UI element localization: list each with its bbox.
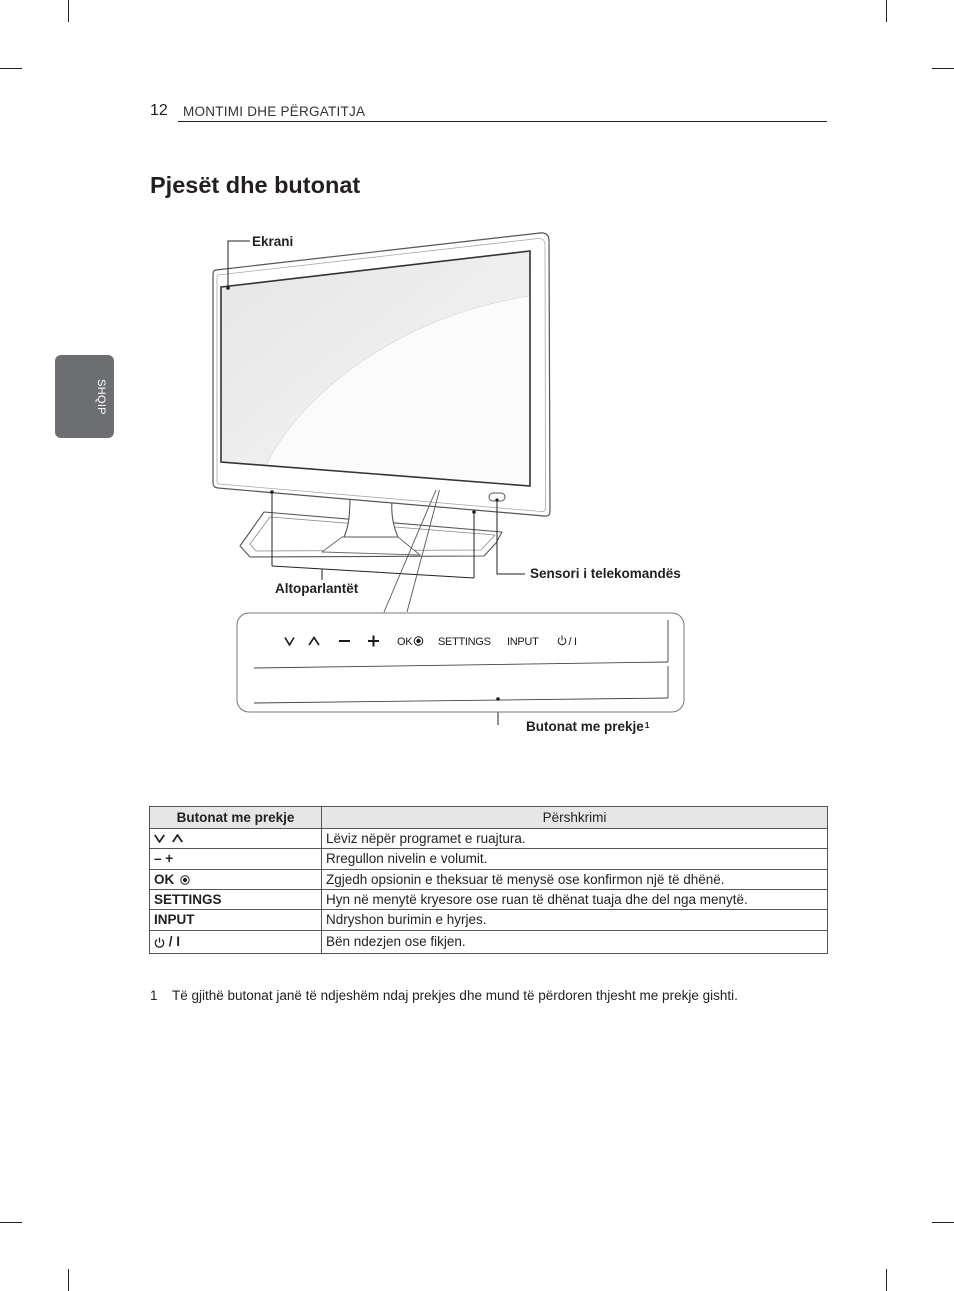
button-label: OK (154, 871, 175, 887)
remote-sensor-label: Sensori i telekomandës (530, 566, 681, 581)
panel-ok-label: OK (397, 636, 413, 648)
table-row (150, 849, 828, 870)
page-number: 12 (150, 102, 168, 119)
button-cell: SETTINGS (150, 890, 322, 910)
button-cell (150, 931, 322, 954)
crop-mark (932, 68, 954, 69)
footnote-reference: 1 (644, 720, 650, 730)
chevron-up-icon (172, 834, 183, 843)
touch-buttons-label-text: Butonat me prekje (526, 719, 644, 734)
table-row (150, 931, 828, 954)
description-cell: Rregullon nivelin e volumit. (322, 849, 828, 870)
section-title: MONTIMI DHE PËRGATITJA (183, 104, 366, 119)
touch-button-panel (237, 613, 684, 712)
crop-mark (886, 1269, 887, 1291)
crop-mark (932, 1222, 954, 1223)
panel-input-label: INPUT (507, 636, 539, 648)
column-header-button: Butonat me prekje (150, 807, 322, 829)
panel-settings-label: SETTINGS (438, 636, 491, 648)
button-cell: INPUT (150, 910, 322, 931)
language-tab-label: SHQIP (95, 378, 107, 415)
button-label: / I (168, 934, 181, 949)
table-header-row (150, 807, 828, 829)
table-row (150, 890, 828, 910)
header-rule (178, 121, 827, 122)
power-icon (154, 937, 165, 948)
screen-label: Ekrani (252, 234, 294, 249)
language-tab (55, 355, 114, 438)
touch-buttons-label (526, 719, 650, 735)
column-header-description: Përshkrimi (322, 807, 828, 829)
description-cell: Ndryshon burimin e hyrjes. (322, 910, 828, 931)
table-row (150, 870, 828, 890)
button-cell (150, 870, 322, 890)
description-cell: Hyn në menytë kryesore ose ruan të dhënat tuaja dhe del nga menytë. (322, 890, 828, 910)
button-cell: – + (150, 849, 322, 870)
footnote-number: 1 (150, 988, 158, 1003)
table-row (150, 910, 828, 931)
tv-illustration (200, 225, 720, 725)
table-row (150, 829, 828, 849)
chevron-down-icon (154, 834, 165, 843)
touch-buttons-table (149, 806, 828, 954)
page-title: Pjesët dhe butonat (150, 172, 361, 198)
crop-mark (0, 68, 22, 69)
tv-screen (221, 251, 530, 486)
crop-mark (68, 1269, 69, 1291)
crop-mark (0, 1222, 22, 1223)
description-cell: Zgjedh opsionin e theksuar të menysë ose konfirmon një të dhënë. (322, 870, 828, 890)
panel-power-label: / I (568, 636, 577, 648)
speakers-label: Altoparlantët (275, 581, 359, 596)
description-cell: Bën ndezjen ose fikjen. (322, 931, 828, 954)
button-cell (150, 829, 322, 849)
footnote-text: Të gjithë butonat janë të ndjeshëm ndaj prekjes dhe mund të përdoren thjesht me prekje gishti. (172, 988, 738, 1003)
crop-mark (68, 0, 69, 22)
target-icon (180, 875, 190, 885)
description-cell: Lëviz nëpër programet e ruajtura. (322, 829, 828, 849)
crop-mark (886, 0, 887, 22)
